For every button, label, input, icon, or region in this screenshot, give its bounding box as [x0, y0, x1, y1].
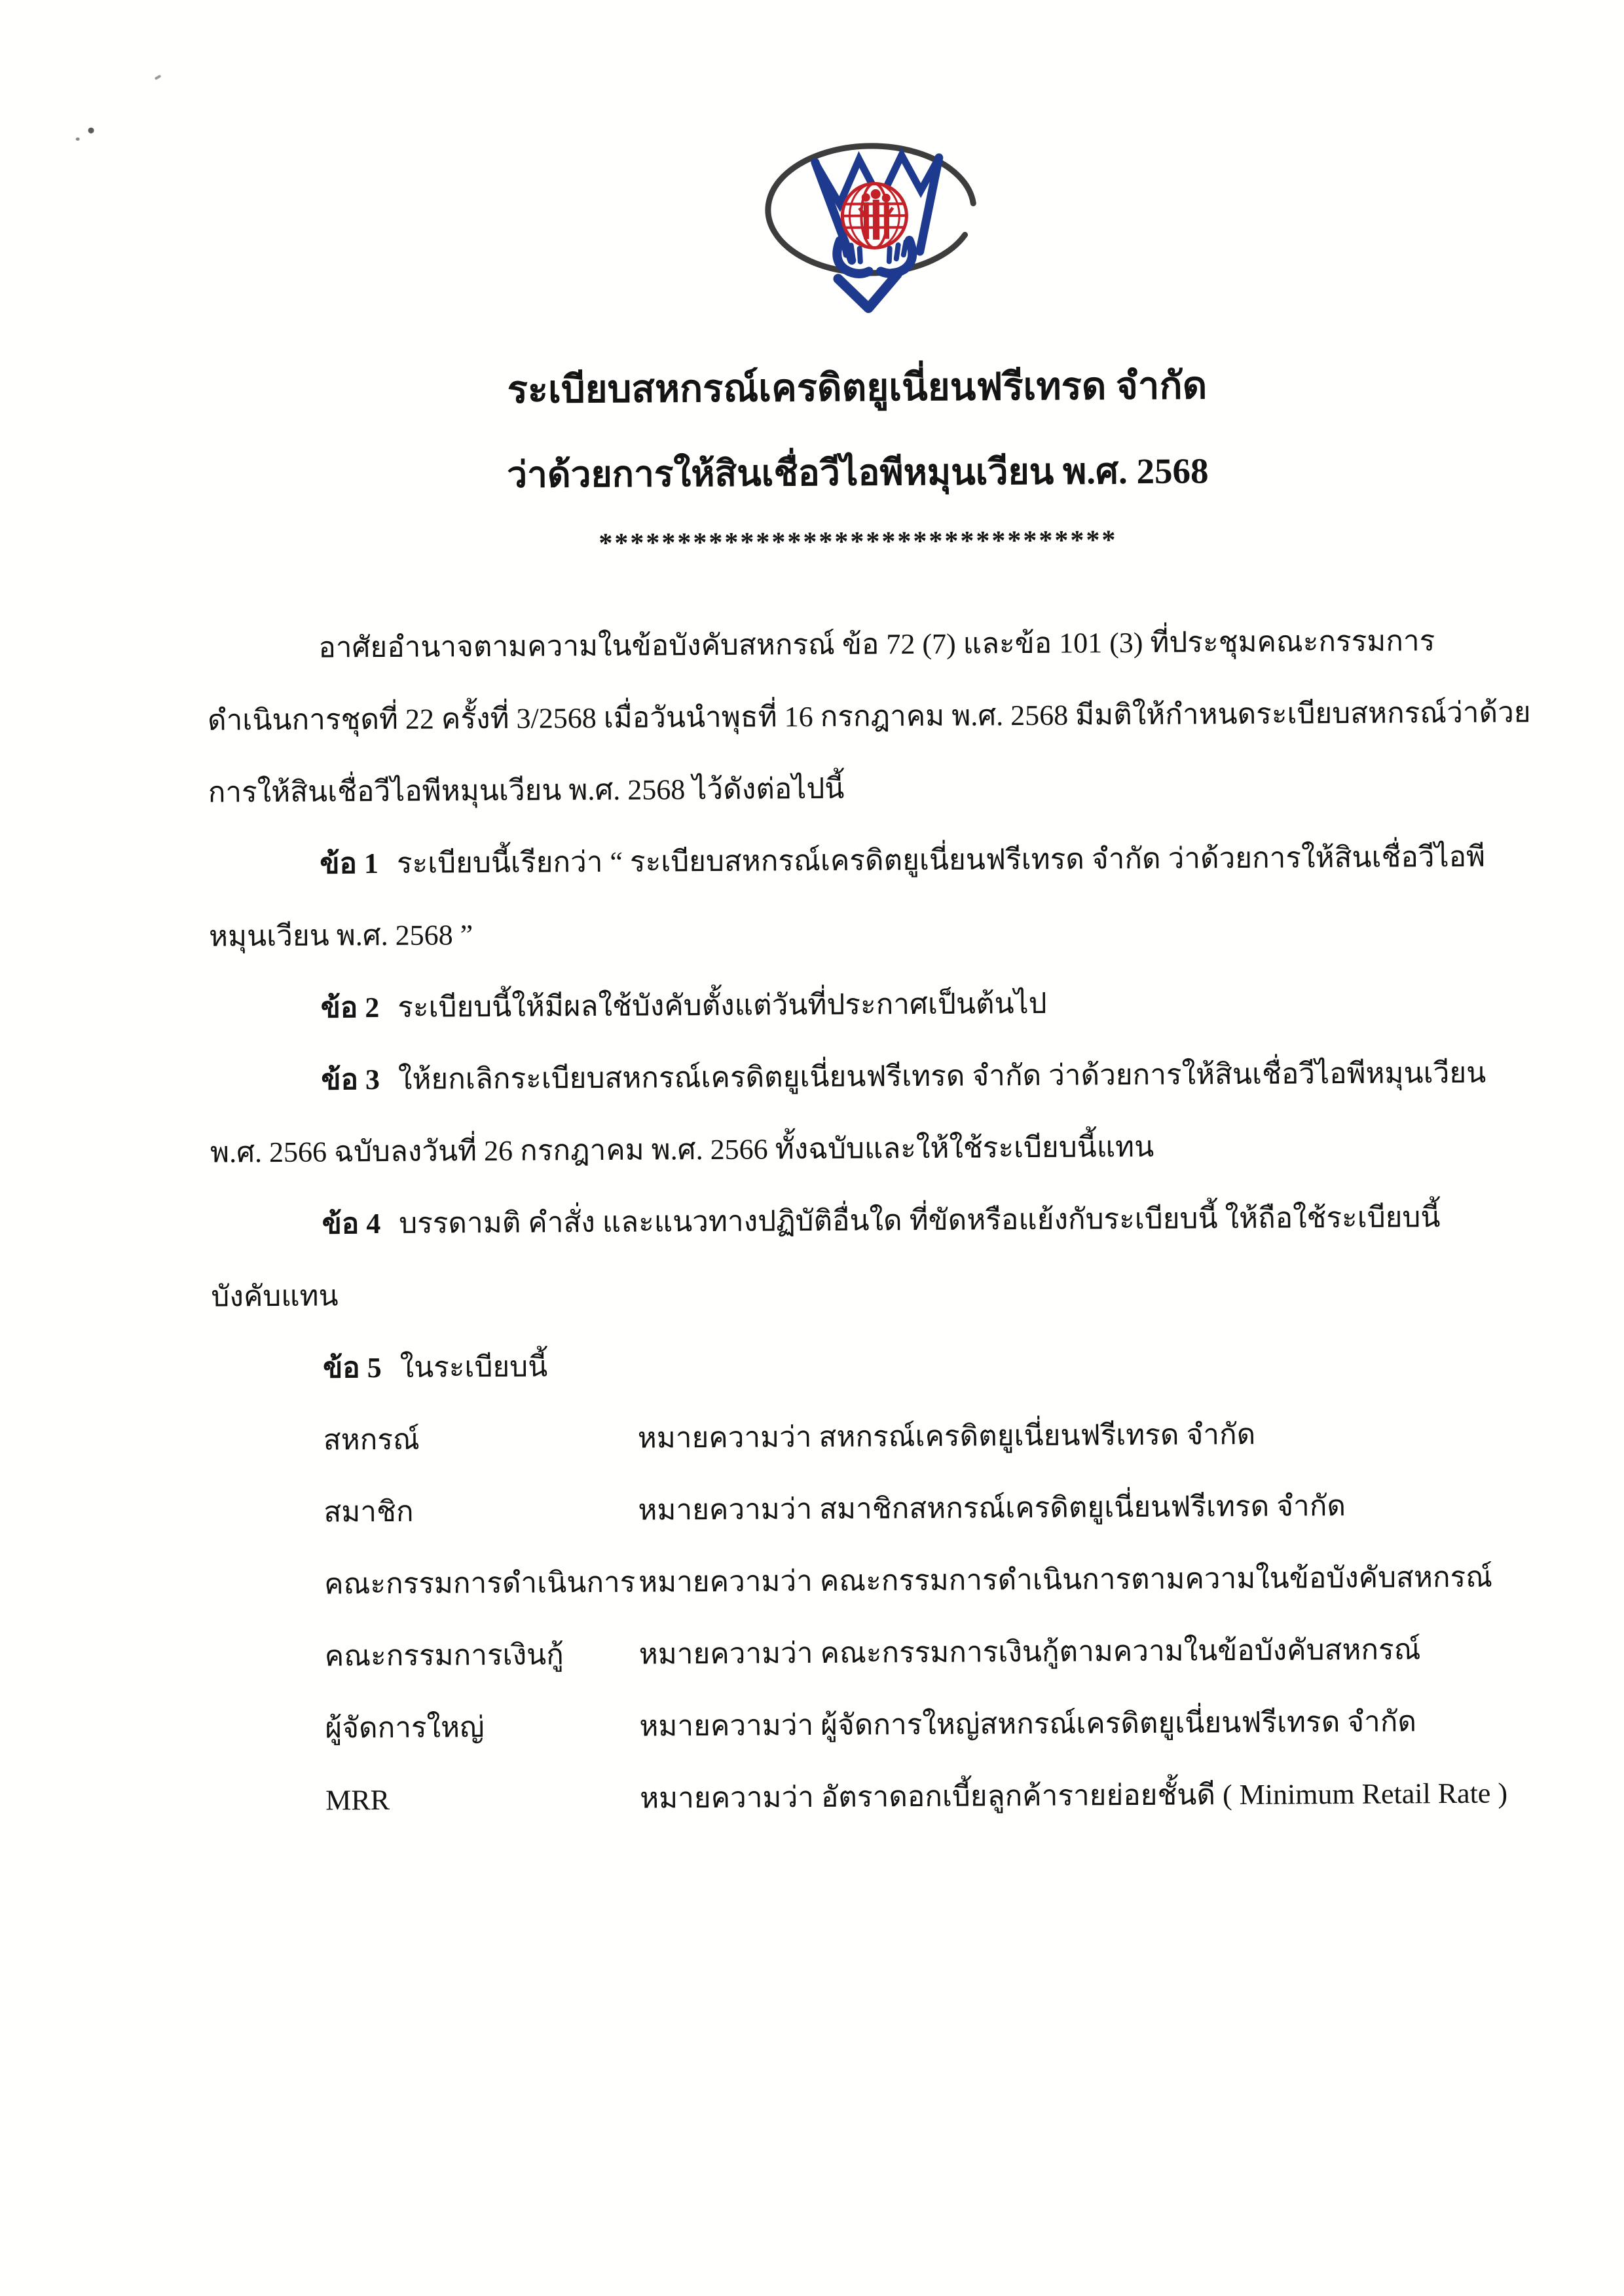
document-body	[207, 604, 1531, 1837]
clause-number: ข้อ 3	[321, 1064, 380, 1096]
clause-text: ระเบียบนี้เรียกว่า “ ระเบียบสหกรณ์เครดิตยูเนี่ยนฟรีเทรด จำกัด ว่าด้วยการให้สินเชื่อวีไอพี	[396, 840, 1486, 880]
document-title: ระเบียบสหกรณ์เครดิตยูเนี่ยนฟรีเทรด จำกัด	[507, 364, 1208, 411]
clause-number: ข้อ 4	[322, 1208, 381, 1240]
definition-term: คณะกรรมการดำเนินการ	[323, 1566, 636, 1601]
definition-row	[212, 1397, 1522, 1477]
clause-text: ระเบียบนี้ให้มีผลใช้บังคับตั้งแต่วันที่ประกาศเป็นต้นไป	[397, 987, 1047, 1024]
clause-line	[210, 1109, 1521, 1189]
clause-line	[212, 1325, 1522, 1405]
definition-meaning: หมายความว่า คณะกรรมการดำเนินการตามความในข้อบังคับสหกรณ์	[638, 1561, 1493, 1599]
definition-meaning: หมายความว่า อัตราดอกเบี้ยลูกค้ารายย่อยชั้นดี ( Minimum Retail Rate )	[639, 1777, 1508, 1815]
definition-meaning: หมายความว่า คณะกรรมการเงินกู้ตามความในข้อบังคับสหกรณ์	[638, 1633, 1421, 1671]
clause-text: ในระเบียบนี้	[399, 1350, 548, 1384]
clause-text: บรรดามติ คำสั่ง และแนวทางปฏิบัติอื่นใด ที่ขัดหรือแย้งกับระเบียบนี้ ให้ถือใช้ระเบียบนี้	[399, 1201, 1441, 1240]
definition-meaning: หมายความว่า ผู้จัดการใหญ่สหกรณ์เครดิตยูเนี่ยนฟรีเทรด จำกัด	[639, 1705, 1417, 1743]
clause-line	[210, 1037, 1520, 1117]
definition-row	[212, 1469, 1522, 1549]
intro-line	[207, 604, 1517, 684]
intro-line	[208, 749, 1518, 828]
intro-text: การให้สินเชื่อวีไอพีหมุนเวียน พ.ศ. 2568 ไว้ดังต่อไปนี้	[208, 772, 845, 809]
clause-line	[209, 893, 1519, 972]
definition-meaning: หมายความว่า สมาชิกสหกรณ์เครดิตยูเนี่ยนฟรีเทรด จำกัด	[638, 1490, 1346, 1527]
separator-stars: *********************************	[599, 525, 1118, 559]
clause-line	[209, 965, 1519, 1045]
definition-term: สหกรณ์	[323, 1423, 420, 1456]
clause-number: ข้อ 2	[320, 991, 380, 1024]
clause-line	[208, 821, 1519, 900]
credit-union-emblem-icon	[748, 130, 978, 324]
clause-line	[210, 1181, 1521, 1261]
scan-speck	[88, 128, 94, 134]
clause-text: บังคับแทน	[211, 1280, 339, 1313]
definition-term: สมาชิก	[323, 1495, 414, 1528]
definition-term: ผู้จัดการใหญ่	[325, 1711, 485, 1745]
clause-number: ข้อ 1	[320, 847, 379, 880]
clause-text: หมุนเวียน พ.ศ. 2568 ”	[208, 919, 473, 953]
intro-text: อาศัยอำนาจตามความในข้อบังคับสหกรณ์ ข้อ 72 (7) และข้อ 101 (3) ที่ประชุมคณะกรรมการ	[318, 625, 1435, 664]
intro-line	[207, 676, 1531, 756]
definition-row	[214, 1757, 1524, 1837]
definition-row	[213, 1685, 1524, 1765]
definition-row	[213, 1541, 1523, 1621]
clause-line	[211, 1253, 1521, 1333]
clause-text: ให้ยกเลิกระเบียบสหกรณ์เครดิตยูเนี่ยนฟรีเทรด จำกัด ว่าด้วยการให้สินเชื่อวีไอพีหมุนเวียน	[397, 1056, 1486, 1096]
intro-text: ดำเนินการชุดที่ 22 ครั้งที่ 3/2568 เมื่อวันนำพุธที่ 16 กรกฎาคม พ.ศ. 2568 มีมติให้กำหนดระเบียบสหกรณ์ว่าด้วย	[207, 696, 1531, 737]
credit-union-logo	[748, 130, 978, 324]
clause-text: พ.ศ. 2566 ฉบับลงวันที่ 26 กรกฎาคม พ.ศ. 2566 ทั้งฉบับและให้ใช้ระเบียบนี้แทน	[210, 1130, 1154, 1169]
scan-speck	[155, 75, 162, 81]
definition-term: MRR	[325, 1783, 390, 1817]
definition-row	[213, 1613, 1523, 1693]
scan-speck	[76, 138, 80, 141]
definition-term: คณะกรรมการเงินกู้	[324, 1639, 564, 1673]
clause-number: ข้อ 5	[322, 1352, 382, 1384]
definition-meaning: หมายความว่า สหกรณ์เครดิตยูเนี่ยนฟรีเทรด จำกัด	[637, 1418, 1256, 1454]
document-subtitle: ว่าด้วยการให้สินเชื่อวีไอพีหมุนเวียน พ.ศ. 2568	[506, 451, 1209, 495]
